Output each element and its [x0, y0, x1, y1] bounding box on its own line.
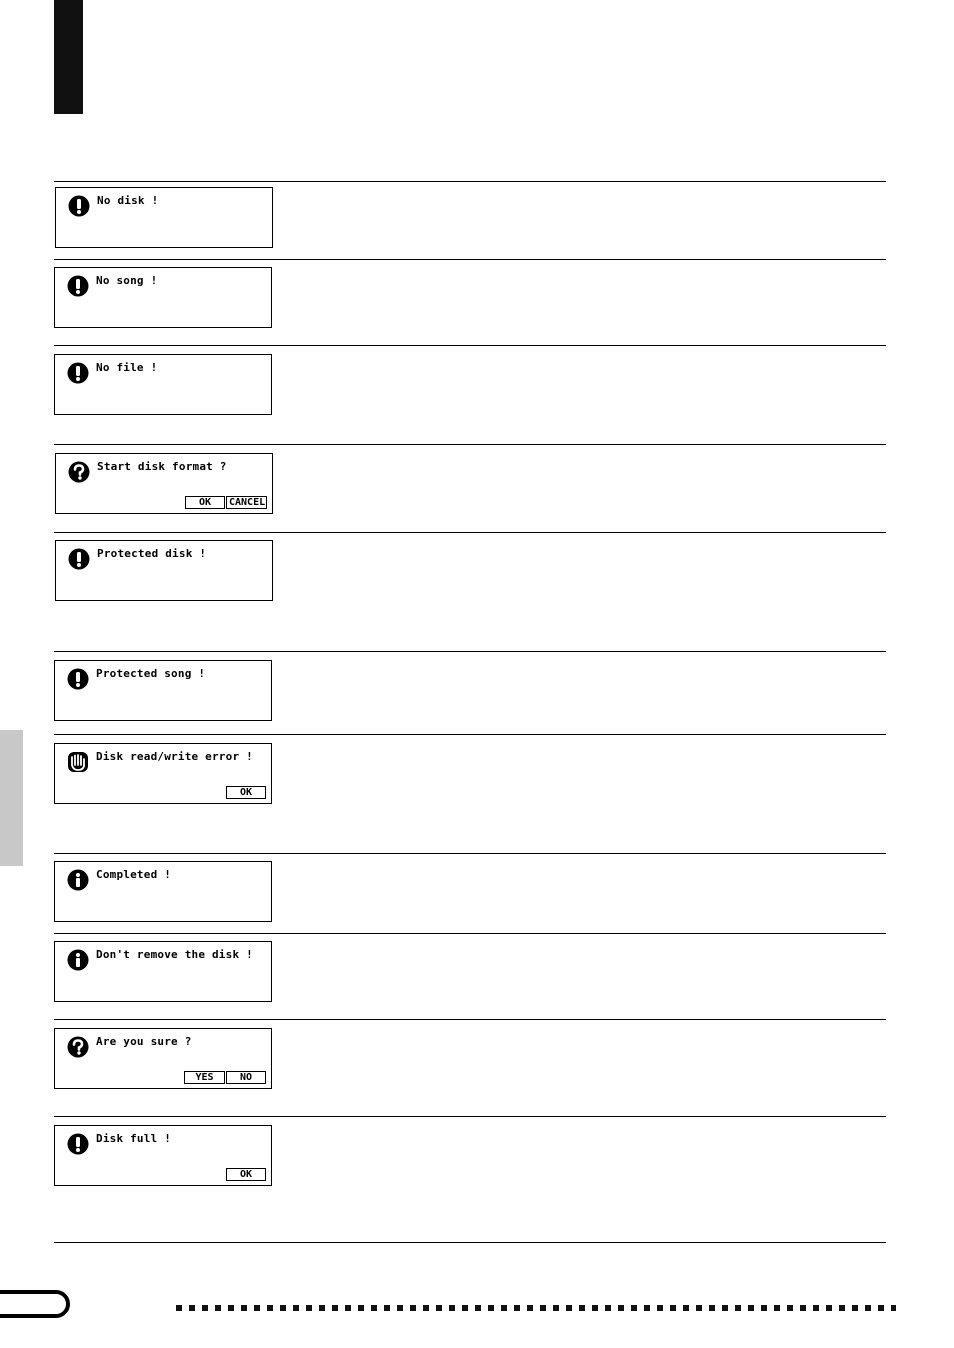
lcd-message-panel	[54, 1125, 272, 1186]
exclamation-icon	[68, 195, 90, 217]
section-rule	[54, 259, 886, 260]
exclamation-icon	[67, 362, 89, 384]
section-rule	[54, 532, 886, 533]
lcd-message-panel	[54, 861, 272, 922]
lcd-message-text: Disk full !	[96, 1132, 172, 1145]
cancel-button[interactable]: CANCEL	[226, 496, 267, 509]
lcd-message-panel	[54, 941, 272, 1002]
side-index-tab	[0, 730, 23, 866]
dotted-footer-line	[176, 1305, 896, 1311]
section-rule	[54, 734, 886, 735]
hand-stop-icon	[67, 751, 89, 773]
exclamation-icon	[68, 548, 90, 570]
ok-button[interactable]: OK	[185, 496, 225, 509]
lcd-message-panel	[55, 187, 273, 248]
ok-button[interactable]: OK	[226, 786, 266, 799]
lcd-message-panel	[54, 267, 272, 328]
lcd-message-text: Protected song !	[96, 667, 206, 680]
section-rule	[54, 444, 886, 445]
lcd-message-text: Disk read/write error !	[96, 750, 253, 763]
info-icon	[67, 949, 89, 971]
yes-button[interactable]: YES	[184, 1071, 225, 1084]
lcd-message-panel	[55, 453, 273, 514]
lcd-button-row	[226, 786, 266, 799]
lcd-message-text: No file !	[96, 361, 158, 374]
lcd-button-row	[226, 1168, 266, 1181]
page-number-badge	[0, 1290, 70, 1318]
exclamation-icon	[67, 275, 89, 297]
lcd-button-row	[184, 1071, 266, 1084]
section-rule	[54, 1242, 886, 1243]
section-rule	[54, 651, 886, 652]
lcd-message-text: Are you sure ?	[96, 1035, 192, 1048]
section-rule	[54, 853, 886, 854]
no-button[interactable]: NO	[226, 1071, 266, 1084]
lcd-message-text: Protected disk !	[97, 547, 207, 560]
lcd-message-panel	[54, 354, 272, 415]
lcd-message-text: Start disk format ?	[97, 460, 227, 473]
chapter-marker-bar	[54, 0, 83, 114]
lcd-message-text: Completed !	[96, 868, 172, 881]
info-icon	[67, 869, 89, 891]
lcd-button-row	[185, 496, 267, 509]
exclamation-icon	[67, 668, 89, 690]
lcd-message-text: Don't remove the disk !	[96, 948, 253, 961]
question-icon	[68, 461, 90, 483]
section-rule	[54, 181, 886, 182]
lcd-message-panel	[54, 1028, 272, 1089]
section-rule	[54, 345, 886, 346]
question-icon	[67, 1036, 89, 1058]
exclamation-icon	[67, 1133, 89, 1155]
lcd-message-panel	[54, 743, 272, 804]
lcd-message-text: No song !	[96, 274, 158, 287]
section-rule	[54, 1019, 886, 1020]
ok-button[interactable]: OK	[226, 1168, 266, 1181]
lcd-message-panel	[55, 540, 273, 601]
section-rule	[54, 933, 886, 934]
lcd-message-panel	[54, 660, 272, 721]
lcd-message-text: No disk !	[97, 194, 159, 207]
section-rule	[54, 1116, 886, 1117]
